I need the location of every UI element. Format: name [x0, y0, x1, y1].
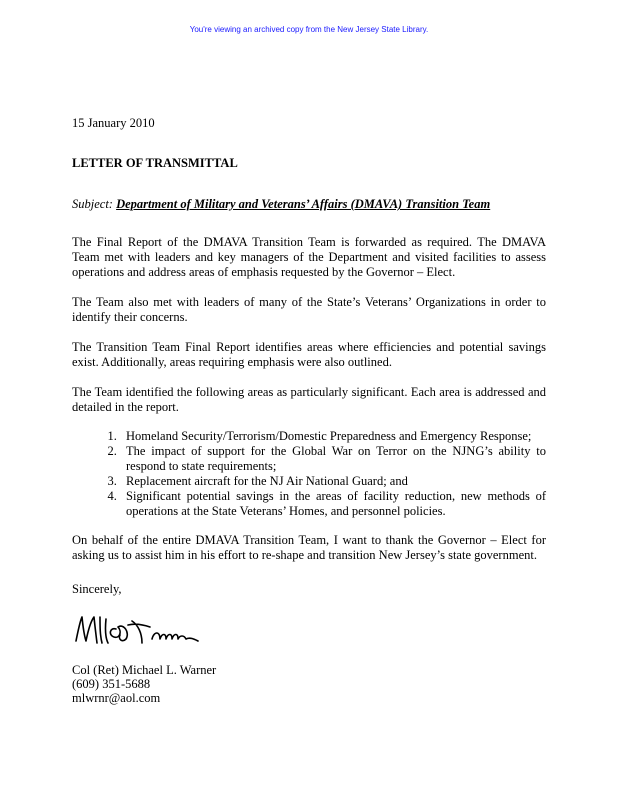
letter-page: [72, 116, 546, 705]
thanks-paragraph: On behalf of the entire DMAVA Transition Team, I want to thank the Governor – Elect for asking us to assist him in his effort to re-shape and transition New Jersey’s state government.: [72, 533, 546, 562]
signer-name: Col (Ret) Michael L. Warner: [72, 663, 217, 677]
handwritten-signature: [72, 603, 546, 663]
subject-text: Department of Military and Veterans’ Affairs (DMAVA) Transition Team: [116, 197, 491, 211]
archive-banner: You're viewing an archived copy from the New Jersey State Library.: [189, 25, 429, 34]
subject-line: [72, 197, 546, 212]
signer-phone: (609) 351-5688: [72, 677, 151, 691]
signature-image: [72, 603, 232, 663]
list-item: 2. The impact of support for the Global War on Terror on the NJNG’s ability to respond to state requirements;: [120, 444, 546, 474]
paragraph-3: The Transition Team Final Report identifies areas where efficiencies and potential savings exist. Additionally, areas requiring emphasis were also outlined.: [72, 340, 546, 369]
letter-date: 15 January 2010: [72, 116, 155, 130]
list-item: 3. Replacement aircraft for the NJ Air National Guard; and: [120, 474, 546, 489]
list-item: 4. Significant potential savings in the areas of facility reduction, new methods of operations at the State Veterans’ Homes, and personnel policies.: [120, 489, 546, 519]
closing: Sincerely,: [72, 582, 122, 596]
subject-label: Subject:: [72, 197, 113, 211]
paragraph-2: The Team also met with leaders of many of the State’s Veterans’ Organizations in order to identify their concerns.: [72, 295, 546, 324]
signer-block: [72, 663, 546, 705]
paragraph-4: The Team identified the following areas as particularly significant. Each area is addressed and detailed in the report.: [72, 385, 546, 414]
letter-title: LETTER OF TRANSMITTAL: [72, 156, 238, 170]
list-item: 1. Homeland Security/Terrorism/Domestic Preparedness and Emergency Response;: [120, 429, 546, 444]
paragraph-1: The Final Report of the DMAVA Transition Team is forwarded as required. The DMAVA Team met with leaders and key managers of the Department and visited facilities to assess operations and address areas of emphasis requested by the Governor – Elect.: [72, 235, 546, 279]
signer-email: mlwrnr@aol.com: [72, 691, 161, 705]
significant-areas-list: [72, 429, 546, 519]
